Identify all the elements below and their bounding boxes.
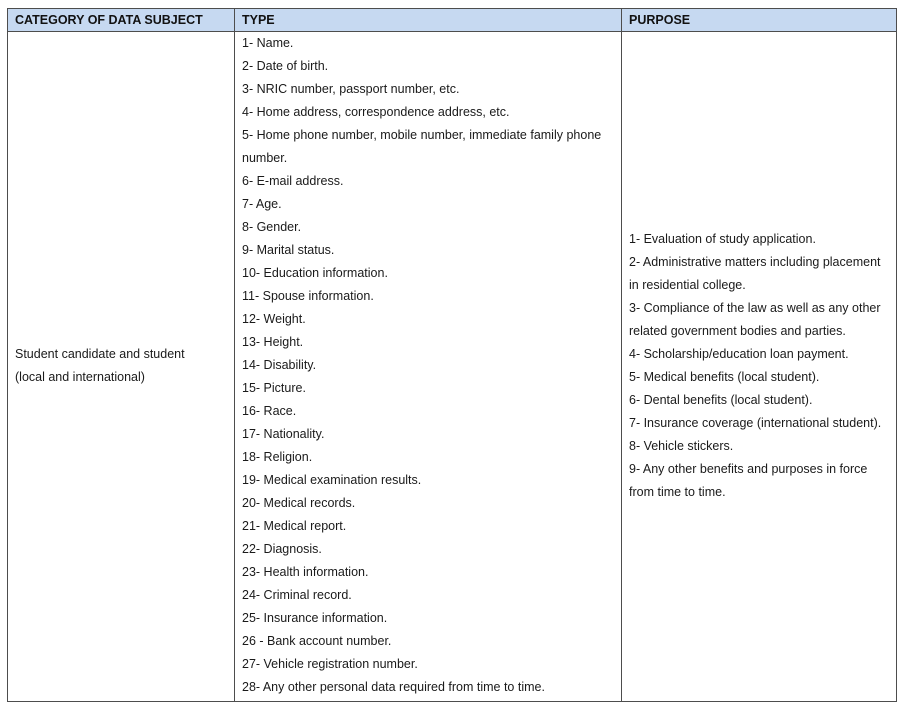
type-item: 21- Medical report. [242,519,347,533]
type-item: 1- Name. [242,36,294,50]
type-item: 5- Home phone number, mobile number, immediate family phone number. [242,128,602,165]
personal-data-table [7,8,897,702]
type-item: 7- Age. [242,197,282,211]
type-item: 22- Diagnosis. [242,542,322,556]
purpose-list [629,228,889,504]
type-item: 26 - Bank account number. [242,634,392,648]
type-item: 9- Marital status. [242,243,335,257]
type-item: 16- Race. [242,404,297,418]
type-item: 18- Religion. [242,450,313,464]
type-item: 10- Education information. [242,266,388,280]
purpose-item: 8- Vehicle stickers. [629,438,734,453]
table-row [8,32,897,702]
type-item: 8- Gender. [242,220,302,234]
type-item: 20- Medical records. [242,496,356,510]
type-item: 3- NRIC number, passport number, etc. [242,82,460,96]
purpose-item: 7- Insurance coverage (international student). [629,415,882,430]
purpose-item: 9- Any other benefits and purposes in force from time to time. [629,461,868,499]
type-list [242,32,614,699]
type-item: 13- Height. [242,335,304,349]
type-item: 25- Insurance information. [242,611,388,625]
type-item: 14- Disability. [242,358,317,372]
header-purpose: PURPOSE [622,9,897,32]
type-cell [235,32,622,702]
table-header-row [8,9,897,32]
type-item: 24- Criminal record. [242,588,352,602]
type-item: 6- E-mail address. [242,174,344,188]
header-type: TYPE [235,9,622,32]
purpose-item: 1- Evaluation of study application. [629,231,816,246]
purpose-item: 5- Medical benefits (local student). [629,369,820,384]
type-item: 23- Health information. [242,565,369,579]
type-item: 2- Date of birth. [242,59,329,73]
type-item: 4- Home address, correspondence address, etc. [242,105,510,119]
purpose-item: 2- Administrative matters including placement in residential college. [629,254,881,292]
header-category: CATEGORY OF DATA SUBJECT [8,9,235,32]
purpose-item: 6- Dental benefits (local student). [629,392,813,407]
category-text: Student candidate and student (local and international) [15,346,185,384]
type-item: 17- Nationality. [242,427,325,441]
purpose-item: 4- Scholarship/education loan payment. [629,346,849,361]
type-item: 12- Weight. [242,312,306,326]
purpose-item: 3- Compliance of the law as well as any other related government bodies and parties. [629,300,881,338]
type-item: 19- Medical examination results. [242,473,422,487]
type-item: 15- Picture. [242,381,306,395]
type-item: 27- Vehicle registration number. [242,657,418,671]
category-cell [8,32,235,702]
type-item: 11- Spouse information. [242,289,374,303]
type-item: 28- Any other personal data required from time to time. [242,680,545,694]
purpose-cell [622,32,897,702]
